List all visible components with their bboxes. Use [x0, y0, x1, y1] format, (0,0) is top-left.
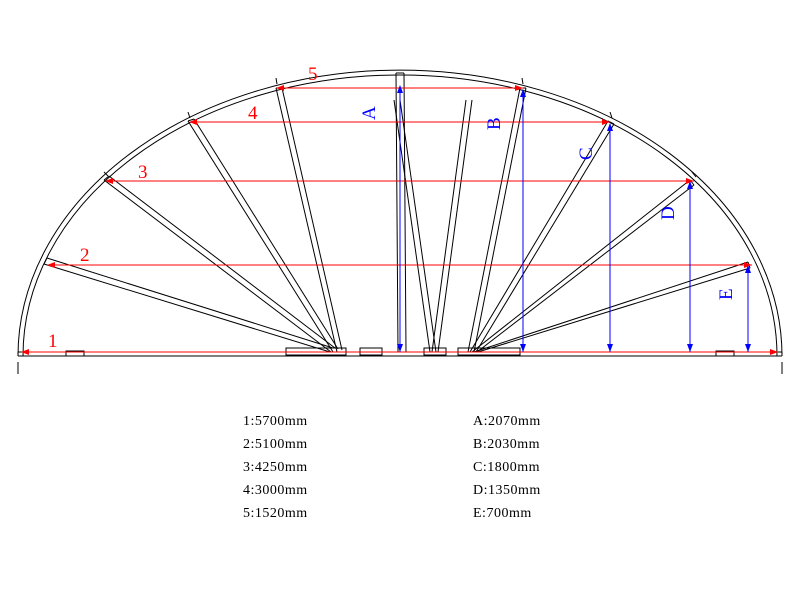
legend-item: C:1800mm: [473, 460, 541, 475]
legend-item: D:1350mm: [473, 483, 541, 498]
legend-item: 5:1520mm: [243, 506, 308, 521]
base-chord: [18, 352, 782, 356]
label-A: A: [359, 106, 380, 120]
legend-item: 1:5700mm: [243, 414, 308, 429]
label-5: 5: [308, 64, 318, 85]
label-1: 1: [48, 331, 58, 352]
legend-item: E:700mm: [473, 506, 532, 521]
strut-left-4: [276, 88, 342, 352]
legend-item: 4:3000mm: [243, 483, 308, 498]
strut-left-2: [104, 176, 335, 352]
legend-item: 2:5100mm: [243, 437, 308, 452]
legend-item: A:2070mm: [473, 414, 541, 429]
legend: [0, 410, 800, 560]
strut-right-3: [472, 180, 694, 352]
label-D: D: [658, 206, 679, 220]
label-B: B: [484, 117, 505, 130]
label-4: 4: [248, 103, 258, 124]
label-3: 3: [138, 162, 148, 183]
legend-item: B:2030mm: [473, 437, 541, 452]
legend-column-horizontal: [243, 410, 308, 525]
label-E: E: [716, 288, 737, 300]
vertical-dimension-labels: [359, 106, 737, 300]
legend-item: 3:4250mm: [243, 460, 308, 475]
strut-left-5: [396, 73, 406, 352]
strut-right-inner: [432, 100, 472, 352]
radial-struts: [44, 73, 750, 352]
label-2: 2: [80, 245, 90, 266]
label-C: C: [576, 147, 597, 160]
horizontal-dimension-labels: [48, 64, 318, 352]
base-end-ticks: [18, 362, 782, 374]
vertical-dimensions: [400, 86, 748, 352]
legend-column-vertical: [473, 410, 541, 525]
